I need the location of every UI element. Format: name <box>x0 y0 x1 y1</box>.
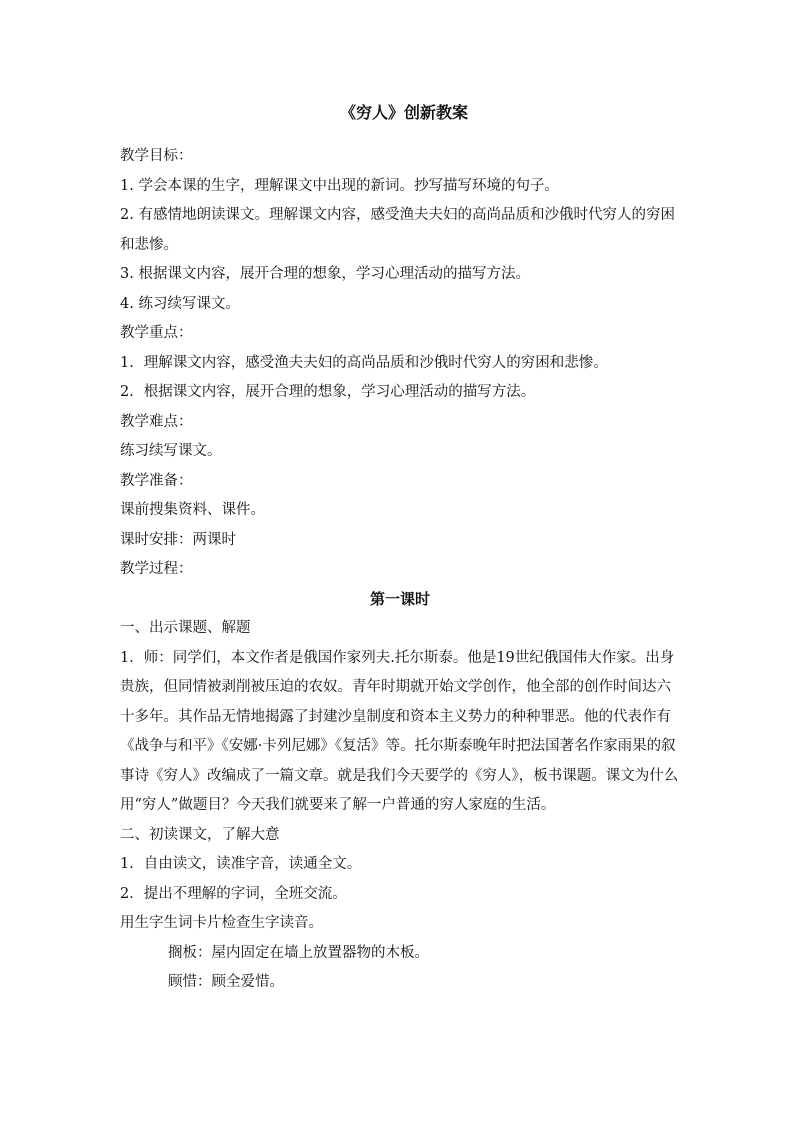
key-point-item-1: 1．理解课文内容，感受渔夫夫妇的高尚品质和沙俄时代穷人的穷困和悲惨。 <box>120 354 608 371</box>
section-heading-difficulties: 教学难点： <box>120 413 193 430</box>
step-2-note: 用生字生词卡片检查生字读音。 <box>120 915 323 931</box>
key-point-item-2: 2．根据课文内容，展开合理的想象，学习心理活动的描写方法。 <box>120 384 536 400</box>
lesson-heading-first: 第一课时 <box>369 589 430 608</box>
difficulty-text: 练习续写课文。 <box>120 443 222 459</box>
section-heading-key-points: 教学重点： <box>120 325 193 341</box>
objective-item-2: 2. 有感情地朗读课文。理解课文内容，感受渔夫夫妇的高尚品质和沙俄时代穷人的穷困和悲惨。 <box>120 207 675 253</box>
preparation-text: 课前搜集资料、课件。 <box>120 502 265 518</box>
section-heading-process: 教学过程： <box>120 561 193 577</box>
vocab-definition-1: 搁板：屋内固定在墙上放置器物的木板。 <box>168 944 429 961</box>
vocab-definition-2: 顾惜：顾全爱惜。 <box>168 974 284 990</box>
step-2-item-2: 2．提出不理解的字词，全班交流。 <box>120 885 347 902</box>
objective-item-4: 4. 练习续写课文。 <box>120 295 240 312</box>
section-heading-preparation: 教学准备： <box>120 472 193 489</box>
objective-item-1: 1. 学会本课的生字，理解课文中出现的新词。抄写描写环境的句子。 <box>120 177 559 194</box>
document-page <box>120 100 680 998</box>
step-1-paragraph: 1．师：同学们，本文作者是俄国作家列夫.托尔斯泰。他是19世纪俄国伟大作家。出身贵族，但同情被剥削被压迫的农奴。青年时期就开始文学创作，他全部的创作时间达六十多年。其作品无情地揭露了封建沙皇制度和资本主义势力的种种罪恶。他的代表作有《战争与和平》《安娜·卡列尼娜》《复活》等。托尔斯泰晚年时把法国著名作家雨果的叙事诗《穷人》改编成了一篇文章。就是我们今天要学的《穷人》，板书课题。课文为什么用“穷人”做题目？今天我们就要来了解一户普通的穷人家庭的生活。 <box>120 649 679 813</box>
step-heading-2: 二、初读课文，了解大意 <box>120 826 280 843</box>
objective-item-3: 3. 根据课文内容，展开合理的想象，学习心理活动的描写方法。 <box>120 266 530 282</box>
step-2-item-1: 1．自由读文，读准字音，读通全文。 <box>120 856 362 872</box>
document-title: 《穷人》创新教案 <box>339 103 468 122</box>
section-heading-objectives: 教学目标： <box>120 148 193 164</box>
schedule-text: 课时安排：两课时 <box>120 531 236 548</box>
step-heading-1: 一、出示课题、解题 <box>120 620 251 636</box>
